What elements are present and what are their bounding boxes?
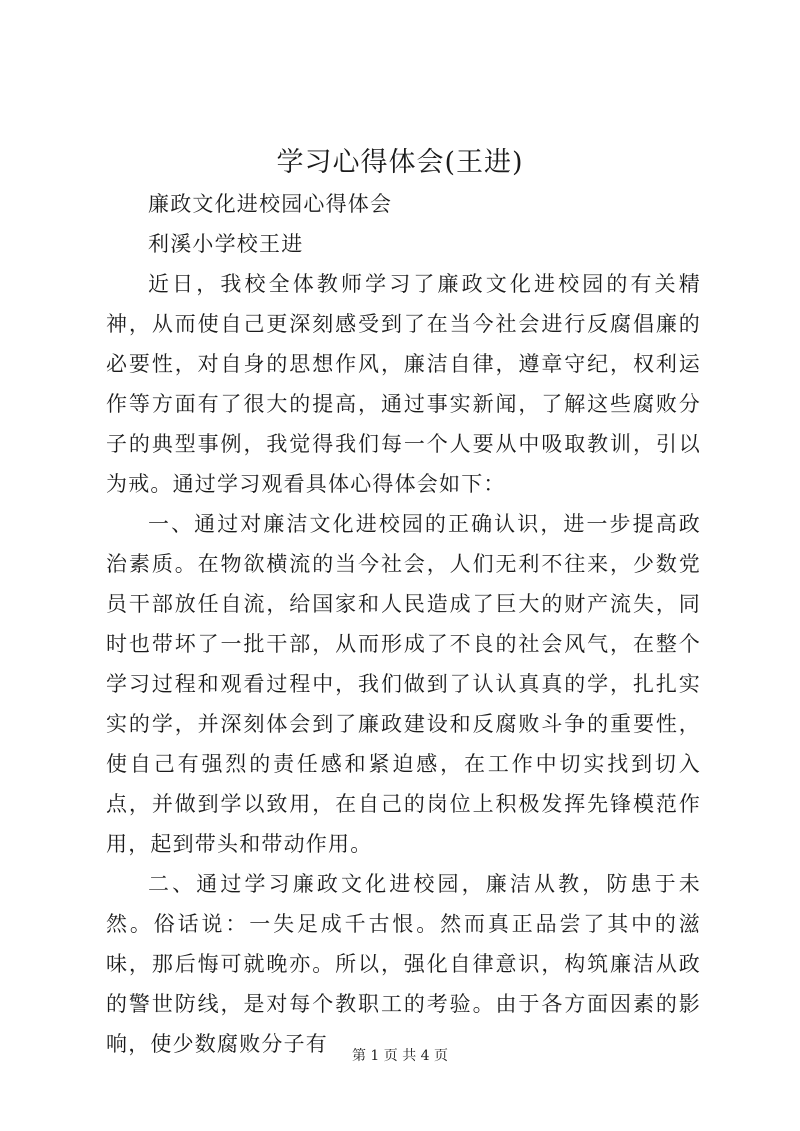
page-number-footer: 第 1 页 共 4 页 <box>351 1048 449 1064</box>
intro-paragraph: 近日，我校全体教师学习了廉政文化进校园的有关精神，从而使自己更深刻感受到了在当今社会进行反腐倡廉的必要性，对自身的思想作风，廉洁自律，遵章守纪，权利运作等方面有了很大的提高，通过事实新闻，了解这些腐败分子的典型事例，我觉得我们每一个人要从中吸取教训，引以为戒。通过学习观看具体心得体会如下： <box>106 272 701 496</box>
document-title: 学习心得体会(王进) <box>276 147 524 178</box>
section-one-paragraph: 一、通过对廉洁文化进校园的正确认识，进一步提高政治素质。在物欲横流的当今社会，人们无利不往来，少数党员干部放任自流，给国家和人民造成了巨大的财产流失，同时也带坏了一批干部，从而形成了不良的社会风气，在整个学习过程和观看过程中，我们做到了认认真真的学，扎扎实实的学，并深刻体会到了廉政建设和反腐败斗争的重要性，使自己有强烈的责任感和紧迫感，在工作中切实找到切入点，并做到学以致用，在自己的岗位上积极发挥先锋模范作用，起到带头和带动作用。 <box>106 512 701 856</box>
document-body <box>106 184 701 1064</box>
author-paragraph: 利溪小学校王进 <box>148 232 304 256</box>
section-two-paragraph: 二、通过学习廉政文化进校园，廉洁从教，防患于未然。俗话说：一失足成千古恨。然而真正品尝了其中的滋味，那后悔可就晚亦。所以，强化自律意识，构筑廉洁从政的警世防线，是对每个教职工的考验。由于各方面因素的影响，使少数腐败分子有 <box>106 872 701 1056</box>
subtitle-paragraph: 廉政文化进校园心得体会 <box>148 192 393 216</box>
